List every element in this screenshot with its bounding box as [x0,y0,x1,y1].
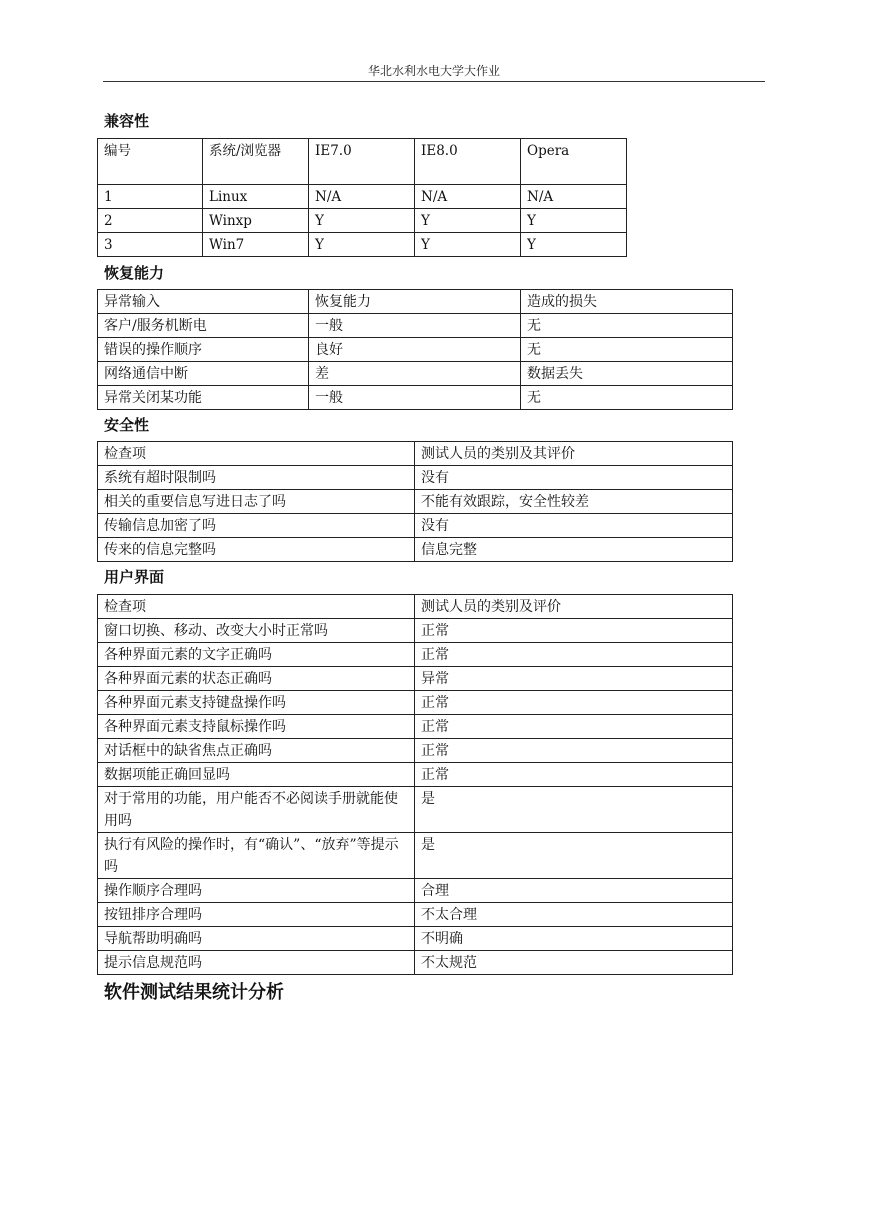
table-cell: 不太合理 [415,903,733,927]
compat-title: 兼容性 [104,112,150,130]
table-row [98,595,733,619]
table-header-cell: 系统/浏览器 [203,139,309,185]
table-cell: 相关的重要信息写进日志了吗 [98,490,415,514]
table-row [98,290,733,314]
table-cell: 1 [98,185,203,209]
table-header-cell: 测试人员的类别及其评价 [415,442,733,466]
table-cell: 正常 [415,739,733,763]
table-cell: 是 [415,833,733,879]
table-row [98,691,733,715]
table-cell: 不太规范 [415,951,733,975]
table-cell: 窗口切换、移动、改变大小时正常吗 [98,619,415,643]
table-cell: 错误的操作顺序 [98,338,309,362]
table-header-cell: 检查项 [98,595,415,619]
recovery-table [97,289,733,410]
table-cell: N/A [521,185,627,209]
table-row [98,490,733,514]
table-row [98,763,733,787]
table-row [98,927,733,951]
table-cell: Y [415,233,521,257]
table-cell: 对于常用的功能，用户能否不必阅读手册就能使用吗 [98,787,415,833]
table-header-cell: 造成的损失 [521,290,733,314]
table-row [98,619,733,643]
table-row [98,643,733,667]
table-cell: 传输信息加密了吗 [98,514,415,538]
table-row [98,667,733,691]
table-row [98,362,733,386]
table-row [98,185,627,209]
table-header-cell: 恢复能力 [309,290,521,314]
table-cell: Winxp [203,209,309,233]
table-row [98,442,733,466]
page-header: 华北水利水电大学大作业 [367,64,500,78]
table-cell: 执行有风险的操作时，有“确认”、“放弃”等提示吗 [98,833,415,879]
table-row [98,739,733,763]
table-row [98,209,627,233]
table-cell: 没有 [415,514,733,538]
table-cell: Y [521,209,627,233]
table-cell: 无 [521,314,733,338]
table-cell: 数据项能正确回显吗 [98,763,415,787]
table-cell: 无 [521,338,733,362]
table-cell: 正常 [415,763,733,787]
table-cell: 异常关闭某功能 [98,386,309,410]
table-header-cell: 编号 [98,139,203,185]
table-row [98,466,733,490]
table-cell: 各种界面元素的文字正确吗 [98,643,415,667]
table-cell: Y [309,233,415,257]
table-row [98,514,733,538]
table-row [98,314,733,338]
recovery-title: 恢复能力 [104,264,165,282]
table-row [98,233,627,257]
table-header-cell: IE8.0 [415,139,521,185]
table-cell: 不明确 [415,927,733,951]
table-cell: 正常 [415,619,733,643]
table-row [98,715,733,739]
table-cell: 正常 [415,643,733,667]
table-row [98,538,733,562]
table-cell: 3 [98,233,203,257]
table-row [98,386,733,410]
table-header-cell: IE7.0 [309,139,415,185]
table-header-cell: 异常输入 [98,290,309,314]
table-cell: 各种界面元素的状态正确吗 [98,667,415,691]
table-cell: Y [521,233,627,257]
table-row [98,139,627,185]
table-cell: Y [415,209,521,233]
table-cell: 信息完整 [415,538,733,562]
table-cell: 2 [98,209,203,233]
table-cell: 差 [309,362,521,386]
table-row [98,787,733,833]
table-cell: 传来的信息完整吗 [98,538,415,562]
table-cell: 正常 [415,715,733,739]
table-header-cell: Opera [521,139,627,185]
table-cell: 各种界面元素支持鼠标操作吗 [98,715,415,739]
table-cell: 各种界面元素支持键盘操作吗 [98,691,415,715]
header-rule [103,81,765,82]
security-title: 安全性 [104,416,150,434]
table-cell: 无 [521,386,733,410]
table-cell: 导航帮助明确吗 [98,927,415,951]
table-cell: Linux [203,185,309,209]
table-cell: 操作顺序合理吗 [98,879,415,903]
table-cell: N/A [309,185,415,209]
table-cell: 网络通信中断 [98,362,309,386]
table-cell: 按钮排序合理吗 [98,903,415,927]
table-cell: Win7 [203,233,309,257]
table-cell: 是 [415,787,733,833]
table-cell: 正常 [415,691,733,715]
table-row [98,903,733,927]
table-cell: 一般 [309,314,521,338]
table-cell: 提示信息规范吗 [98,951,415,975]
ui-table [97,594,733,975]
table-cell: 不能有效跟踪，安全性较差 [415,490,733,514]
security-table [97,441,733,562]
table-cell: 数据丢失 [521,362,733,386]
table-cell: N/A [415,185,521,209]
table-cell: 对话框中的缺省焦点正确吗 [98,739,415,763]
analysis-title: 软件测试结果统计分析 [104,982,284,1003]
compat-table [97,138,627,257]
table-row [98,951,733,975]
table-cell: 一般 [309,386,521,410]
table-header-cell: 检查项 [98,442,415,466]
table-cell: 良好 [309,338,521,362]
table-row [98,833,733,879]
table-cell: 客户/服务机断电 [98,314,309,338]
table-row [98,879,733,903]
table-cell: Y [309,209,415,233]
ui-title: 用户界面 [104,568,165,586]
table-cell: 没有 [415,466,733,490]
table-cell: 合理 [415,879,733,903]
table-row [98,338,733,362]
table-header-cell: 测试人员的类别及评价 [415,595,733,619]
table-cell: 异常 [415,667,733,691]
table-cell: 系统有超时限制吗 [98,466,415,490]
